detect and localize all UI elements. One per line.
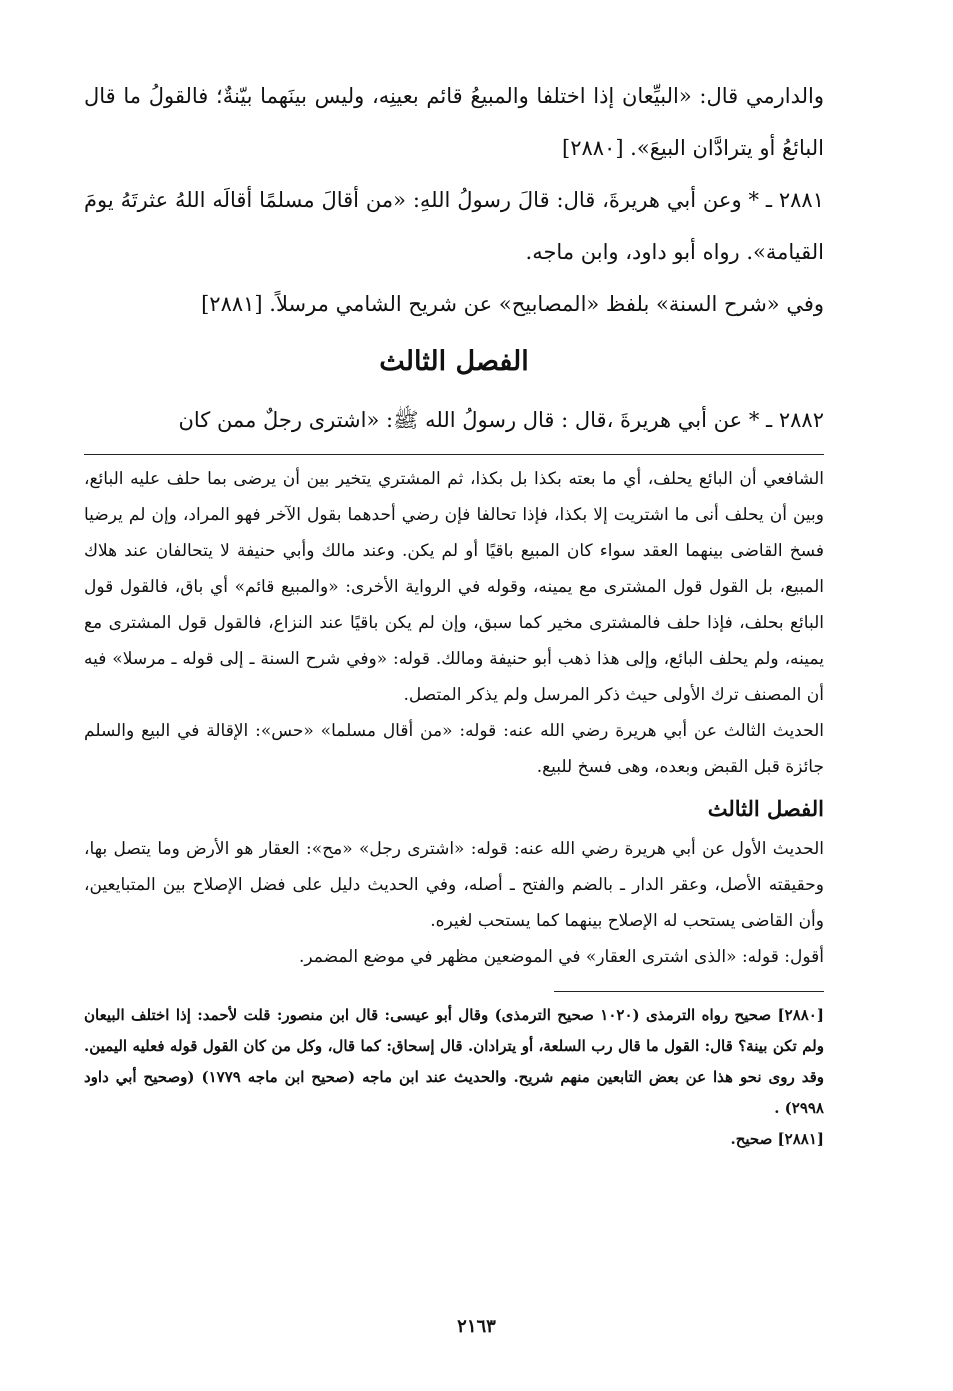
commentary-paragraph: أقول: قوله: «الذى اشترى العقار» في الموضعين مظهر في موضع المضمر. xyxy=(298,947,824,967)
hadith-2881-note: وفي «شرح السنة» بلفظ «المصابيح» عن شريح الشامي مرسلاً. [٢٨٨١] xyxy=(201,292,824,316)
footnote-2880: [٢٨٨٠] صحيح رواه الترمذى (١٠٢٠ صحيح الترمذى) وقال أبو عيسى: قال ابن منصور: قلت لأحمد: إذا اختلف البيعان ولم تكن بينة؟ قال: القول ما قال رب السلعة، أو يترادان. قال إسحاق: كما قال، وكل من كان القول قوله فعليه اليمين. وقد روى نحو هذا عن بعض التابعين منهم شريح. والحديث عند ابن ماجه (صحيح ابن ماجه ١٧٧٩) (وصحيح أبي داود ٢٩٩٨) . xyxy=(84,1006,824,1117)
text-commentary-divider xyxy=(84,454,824,455)
footnote-2881: [٢٨٨١] صحيح. xyxy=(730,1130,824,1148)
section-heading: الفصل الثالث xyxy=(379,346,529,377)
page-number: ٢١٦٣ xyxy=(457,1316,496,1337)
hadith-2882-paragraph: ٢٨٨٢ ـ * عن أبي هريرةَ ،قال : قال رسولُ الله ﷺ: «اشترى رجلٌ ممن كان xyxy=(178,408,824,432)
hadith-2880-paragraph: والدارمي قال: «البيِّعان إذا اختلفا والمبيعُ قائم بعينِه، وليس بينَهما بيّنةٌ؛ فالقولُ ما قال البائعُ أو يترادَّان البيعَ». [٢٨٨٠] xyxy=(84,84,824,160)
commentary-paragraph: الشافعي أن البائع يحلف، أي ما بعته بكذا بل بكذا، ثم المشتري يتخير بين أن يرضى بما حلف عليه البائع، وبين أن يحلف أنى ما اشتريت إلا بكذا، فإذا تحالفا فإن رضي أحدهما بقول الآخر فهو المراد، وإن لم يرضيا فسخ القاضى بينهما العقد سواء كان المبيع باقيًا أو لم يكن. وعند مالك وأبي حنيفة لا يتحالفان عند هلاك المبيع، بل القول قول المشترى مع يمينه، وقوله في الرواية الأخرى: «والمبيع قائم» أي باق، فالقول قول البائع بحلف، فإذا حلف فالمشترى مخير كما سبق، وإن لم يكن باقيًا عند النزاع، فالقول قول المشترى مع يمينه، ولم يحلف البائع، وإلى هذا ذهب أبو حنيفة ومالك. قوله: «وفي شرح السنة ـ إلى قوله ـ مرسلا» فيه أن المصنف ترك الأولى حيث ذكر المرسل ولم يذكر المتصل. xyxy=(84,469,824,705)
page xyxy=(84,70,824,1380)
commentary-paragraph: الحديث الثالث عن أبي هريرة رضي الله عنه: قوله: «من أقال مسلما» «حس»: الإقالة في البيع والسلم جائزة قبل القبض وبعده، وهى فسخ للبيع. xyxy=(84,721,824,777)
footnote-divider xyxy=(554,991,824,992)
commentary-paragraph: الحديث الأول عن أبي هريرة رضي الله عنه: قوله: «اشترى رجل» «مح»: العقار هو الأرض وما يتصل بها، وحقيقته الأصل، وعقر الدار ـ بالضم والفتح ـ أصله، وفي الحديث دليل على فضل الإصلاح بين المتبايعين، وأن القاضى يستحب له الإصلاح بينهما كما يستحب لغيره. xyxy=(84,839,824,931)
hadith-2881-paragraph: ٢٨٨١ ـ * وعن أبي هريرةَ، قال: قالَ رسولُ اللهِ: «من أقالَ مسلمًا أقالَه اللهُ عثرتَهُ يومَ القيامة». رواه أبو داود، وابن ماجه. xyxy=(84,188,824,264)
commentary-section-heading: الفصل الثالث xyxy=(707,796,824,821)
